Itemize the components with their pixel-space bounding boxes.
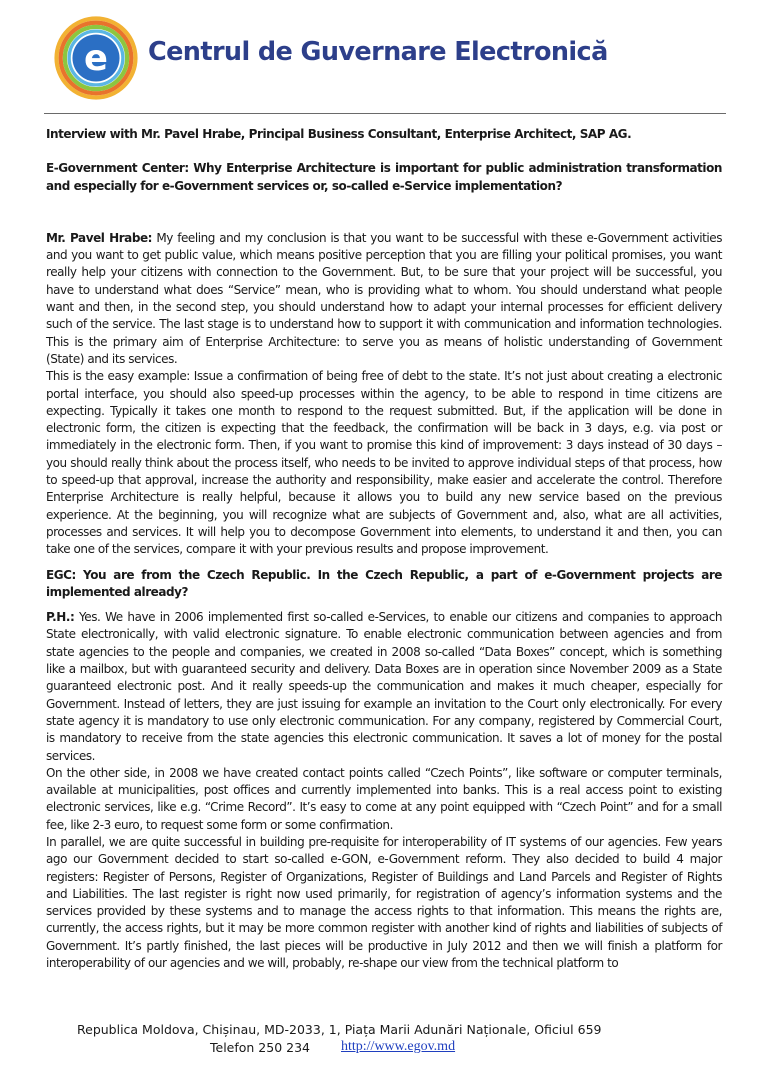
egov-logo-icon	[54, 16, 138, 100]
interview-intro: Interview with Mr. Pavel Hrabe, Principal Business Consultant, Enterprise Architect, SAP AG.	[46, 127, 632, 141]
footer-phone: Telefon 250 234	[210, 1040, 310, 1055]
answer-2-paragraph-2: On the other side, in 2008 we have created contact points called “Czech Points”, like software or computer terminals, available at municipalities, post offices and currently implemented into banks. This is a real access point to existing electronic services, like e.g. “Crime Record”. It’s easy to come at any point equipped with “Czech Point” and for a small fee, like 2-3 euro, to request some form or some confirmation.	[46, 765, 722, 832]
paragraph-gap	[46, 212, 722, 230]
answer-2-paragraph-3: In parallel, we are quite successful in building pre-requisite for interoperability of IT systems of our agencies. Few years ago our Government decided to start so-called e-GON, e-Government reform. They also decided to build 4 major registers: Register of Persons, Register of Organizations, Register of Buildings and Land Parcels and Register of Rights and Liabilities. The last register is right now used primarily, for registration of agency’s information systems and the services provided by these systems and to manage the access rights to that information. This means the rights are, currently, the access rights, but it may be more common register with another kind of rights and liabilities of subjects of Government. It’s partly finished, the last pieces will be productive in July 2012 and then we will finish a platform for interoperability of our agencies and we will, probably, re-shape our view from the technical platform to	[46, 834, 722, 971]
interview-article	[46, 126, 722, 972]
logo-letter: e	[84, 37, 108, 79]
answer-1	[46, 230, 722, 368]
answer-2-text: Yes. We have in 2006 implemented first so-called e-Services, to enable our citizens and companies to approach State electronically, with valid electronic signature. To enable electronic communication between agencies and from state agencies to the people and companies, we created in 2008 so-called “Data Boxes” concept, which is something like a mailbox, but with guaranteed security and delivery. Data Boxes are in operation since November 2009 as a State guaranteed electronic post. And it really speeds-up the communication and makes it much cheaper, especially for Government. Instead of letters, they are just issuing for example an invitation to the Court only electronically. For every state agency it is mandatory to use only electronic communication. For any company, registered by Commercial Court, is mandatory to receive from the state agencies this electronic communication. It saves a lot of money for the postal services.	[46, 610, 722, 763]
footer-website-link[interactable]: http://www.egov.md	[341, 1039, 456, 1054]
question-1: E-Government Center: Why Enterprise Architecture is important for public administration transformation and especially for e-Government services or, so-called e-Service implementation?	[46, 161, 722, 193]
footer-address: Republica Moldova, Chișinau, MD-2033, 1, Piața Marii Adunări Naționale, Oficiul 659	[77, 1022, 602, 1037]
answer-1-speaker: Mr. Pavel Hrabe:	[46, 230, 152, 245]
document-header	[0, 0, 768, 118]
answer-1-paragraph-2: This is the easy example: Issue a confirmation of being free of debt to the state. It’s not just about creating a electronic portal interface, you should also speed-up processes within the agency, to be able to respond in time citizens are expecting. Typically it takes one month to respond to the request submitted. But, if the application will be done in electronic form, the citizen is expecting that the feedback, the confirmation will be back in 3 days, e.g. via post or immediately in the electronic form. Then, if you want to promise this kind of improvement: 3 days instead of 30 days – you should really think about the process itself, who needs to be invited to approve individual steps of that process, how to speed-up that approval, increase the authority and responsibility, make easier and accelerate the control. Therefore Enterprise Architecture is really helpful, because it allows you to build any new service based on the previous experience. At the beginning, you will recognize what are subjects of Government and, also, what are all activities, processes and services. It will help you to decompose Government into elements, to understand it and then, you can take one of the services, compare it with your previous results and propose improvement.	[46, 369, 722, 557]
answer-1-text: My feeling and my conclusion is that you want to be successful with these e-Government activities and you want to get public value, which means positive perception that you are filling your political promises, you want really help your citizens with connection to the Government. But, to be sure that your project will be successful, you have to understand what does “Service” mean, who is providing what to whom. You should understand what people want and then, in the second step, you should understand how to adapt your internal processes for efficient delivery such of the service. The last stage is to understand how to support it with communication and information technologies. This is the primary aim of Enterprise Architecture: to serve you as means of holistic understanding of Government (State) and its services.	[46, 230, 722, 366]
answer-2	[46, 609, 722, 765]
question-2: EGC: You are from the Czech Republic. In the Czech Republic, a part of e-Government projects are implemented already?	[46, 567, 722, 599]
header-divider	[44, 113, 726, 114]
organization-name: Centrul de Guvernare Electronică	[148, 37, 608, 67]
answer-2-speaker: P.H.:	[46, 610, 75, 625]
